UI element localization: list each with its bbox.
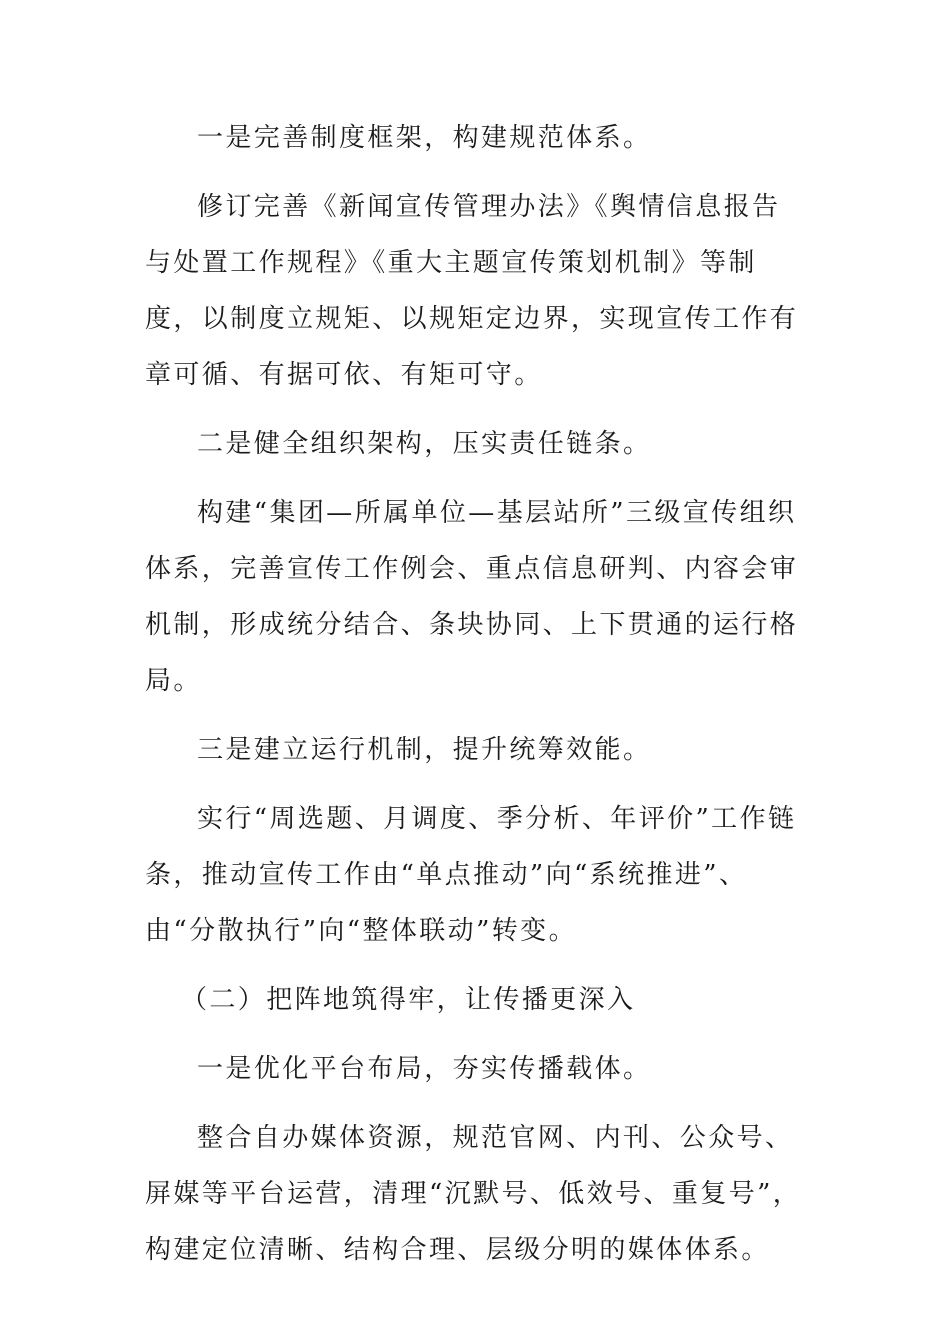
subpoint-heading-framework: 一是完善制度框架，构建规范体系。	[197, 123, 652, 153]
subpoint-heading-platform: 一是优化平台布局，夯实传播载体。	[197, 1054, 652, 1084]
section-heading: （二）把阵地筑得牢，让传播更深入	[181, 985, 636, 1015]
body-paragraph-mechanism: 实行“周选题、月调度、季分析、年评价”工作链条，推动宣传工作由“单点推动”向“系统推进”、由“分散执行”向“整体联动”转变。	[145, 804, 797, 946]
body-paragraph-regulations: 修订完善《新闻宣传管理办法》《舆情信息报告与处置工作规程》《重大主题宣传策划机制》等制度，以制度立规矩、以规矩定边界，实现宣传工作有章可循、有据可依、有矩可守。	[145, 192, 799, 390]
body-paragraph-organization: 构建“集团—所属单位—基层站所”三级宣传组织体系，完善宣传工作例会、重点信息研判、内容会审机制，形成统分结合、条块协同、上下贯通的运行格局。	[145, 498, 799, 696]
document-body	[145, 110, 805, 1278]
body-paragraph-platform: 整合自办媒体资源，规范官网、内刊、公众号、屏媒等平台运营，清理“沉默号、低效号、重复号”，构建定位清晰、结构合理、层级分明的媒体体系。	[145, 1123, 802, 1265]
subpoint-heading-mechanism: 三是建立运行机制，提升统筹效能。	[197, 735, 652, 765]
subpoint-heading-organization: 二是健全组织架构，压实责任链条。	[197, 429, 652, 459]
